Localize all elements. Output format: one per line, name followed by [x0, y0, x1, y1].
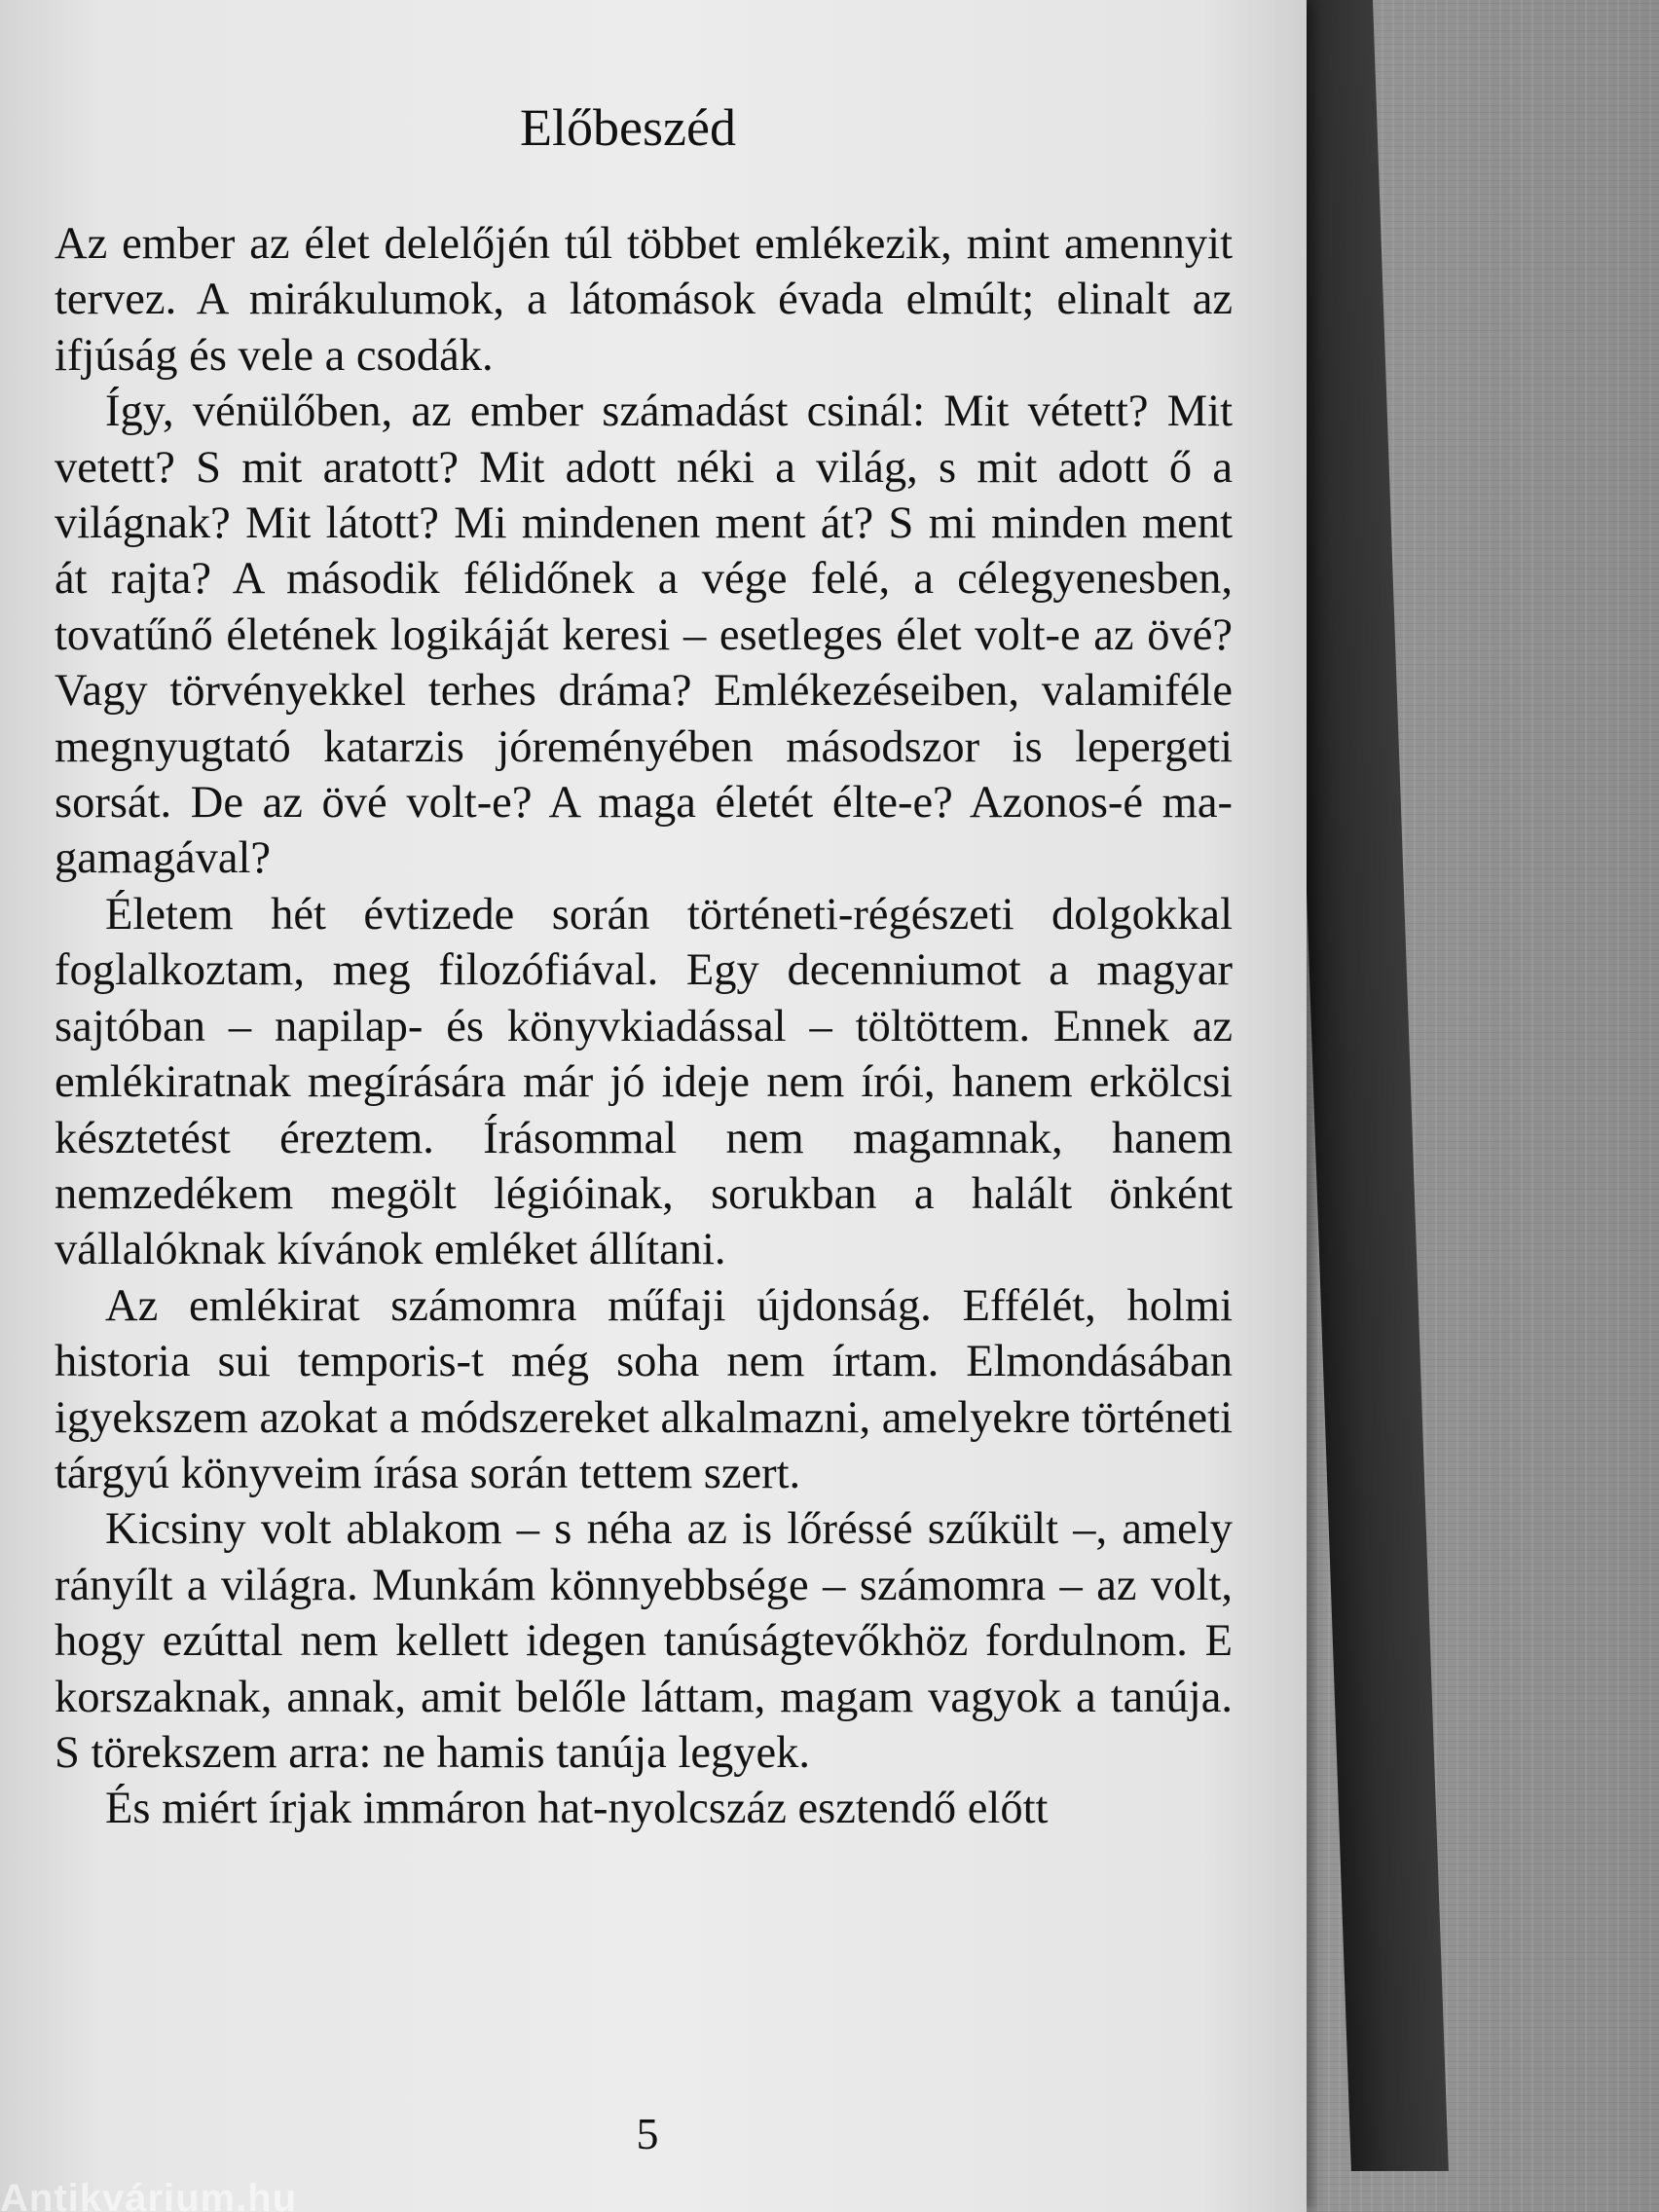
paragraph: Az emlékirat számomra műfaji újdonság. Effélét, holmi historia sui temporis-t még soha nem írtam. Elmondásában igyekszem azokat a módszereket alkalmazni, amelyekre történeti tárgyú könyveim írása során tettem szert. — [55, 1280, 1233, 1498]
body-text — [55, 216, 1233, 1837]
page-number: 5 — [636, 2109, 659, 2158]
chapter-title: Előbeszéd — [520, 98, 736, 157]
watermark: Antikvárium.hu — [0, 2177, 298, 2212]
paragraph: És miért írjak immáron hat-nyolcszáz esztendő előtt — [105, 1784, 1049, 1834]
paragraph: Az ember az élet delelőjén túl többet emlékezik, mint amennyit tervez. A mirákulumok, a látomások évada elmúlt; elinalt az ifjúság és vele a csodák. — [55, 219, 1233, 381]
paragraph: Életem hét évtizede során történeti-régészeti dolgokkal foglalkoztam, meg filozófiával. Egy decenniumot a magyar sajtóban – napilap- és könyvkiadással – töltöttem. Ennek az emlékiratnak megírására már jó ideje nem írói, hanem erkölcsi késztetést éreztem. Írásommal nem magamnak, hanem nemzedékem megölt légióinak, sorukban a halált önként vállalóknak kívánok emléket állítani. — [55, 889, 1233, 1275]
paragraph: Így, vénülőben, az ember számadást csinál: Mit vétett? Mit vetett? S mit aratott? Mit adott néki a világ, s mit adott ő a világnak? Mit látott? Mi mindenen ment át? S mi minden ment át rajta? A második félidőnek a vége felé, a célegyenesben, tovatűnő életének logikáját keresi – esetleges élet volt-e az övé? Vagy törvényekkel terhes dráma? Emlékezéseiben, valamiféle megnyugtató katarzis jóreményében másodszor is lepergeti sorsát. De az övé volt-e? A maga életét élte-e? Azonos-é magamagával? — [55, 387, 1233, 884]
paragraph: Kicsiny volt ablakom – s néha az is lőréssé szűkült –, amely rányílt a világra. Munkám könnyebbsége – számomra – az volt, hogy ezúttal nem kellett idegen tanúságtevőkhöz fordulnom. E korszaknak, annak, amit belőle láttam, magam vagyok a tanúja. S törekszem arra: ne hamis tanúja legyek. — [55, 1504, 1233, 1778]
